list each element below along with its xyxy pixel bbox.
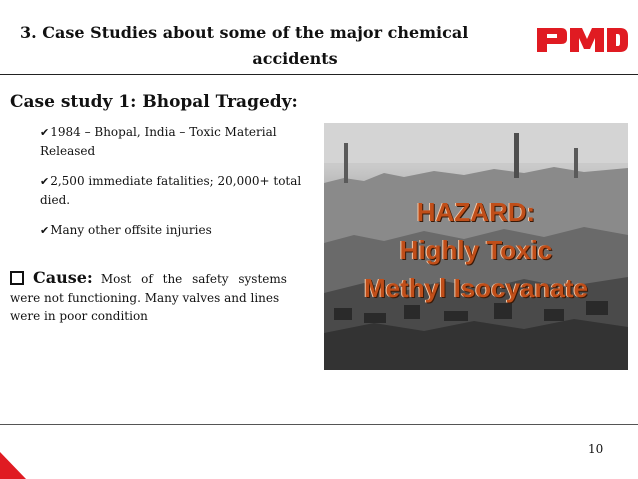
bullet-text: 2,500 immediate fatalities; 20,000+ total died. bbox=[40, 174, 302, 207]
case-heading: Case study 1: Bhopal Tragedy: bbox=[10, 92, 298, 112]
hazard-caption bbox=[324, 193, 628, 307]
bullet-text: 1984 – Bhopal, India – Toxic Material Released bbox=[40, 125, 277, 158]
checkmark-icon: ✔ bbox=[40, 175, 50, 188]
checkmark-icon: ✔ bbox=[40, 126, 50, 139]
header-divider bbox=[0, 74, 638, 75]
cause-label: Cause: bbox=[33, 268, 93, 287]
corner-accent bbox=[0, 452, 26, 479]
slide-title-line-2: accidents bbox=[252, 49, 338, 68]
page-number: 10 bbox=[588, 442, 604, 456]
cause-paragraph bbox=[10, 268, 310, 325]
caption-line-3: Methyl Isocyanate bbox=[364, 273, 588, 303]
bhopal-photo bbox=[324, 123, 628, 370]
checkbox-icon bbox=[10, 271, 24, 285]
list-item bbox=[40, 221, 312, 240]
cause-body: were not functioning. Many valves and lines were in poor condition bbox=[10, 291, 280, 323]
caption-line-2: Highly Toxic bbox=[399, 235, 553, 265]
list-item bbox=[40, 123, 312, 160]
bullet-list bbox=[40, 123, 312, 252]
pmd-logo bbox=[535, 25, 629, 55]
list-item bbox=[40, 172, 312, 209]
cause-first-line: Most of the safety systems bbox=[100, 272, 287, 286]
caption-line-1: HAZARD: bbox=[416, 197, 536, 227]
checkmark-icon: ✔ bbox=[40, 224, 50, 237]
slide-title-line-1: 3. Case Studies about some of the major chemical bbox=[20, 23, 469, 42]
footer-divider bbox=[0, 424, 638, 425]
bullet-text: Many other offsite injuries bbox=[50, 223, 212, 237]
slide-title bbox=[20, 20, 510, 72]
